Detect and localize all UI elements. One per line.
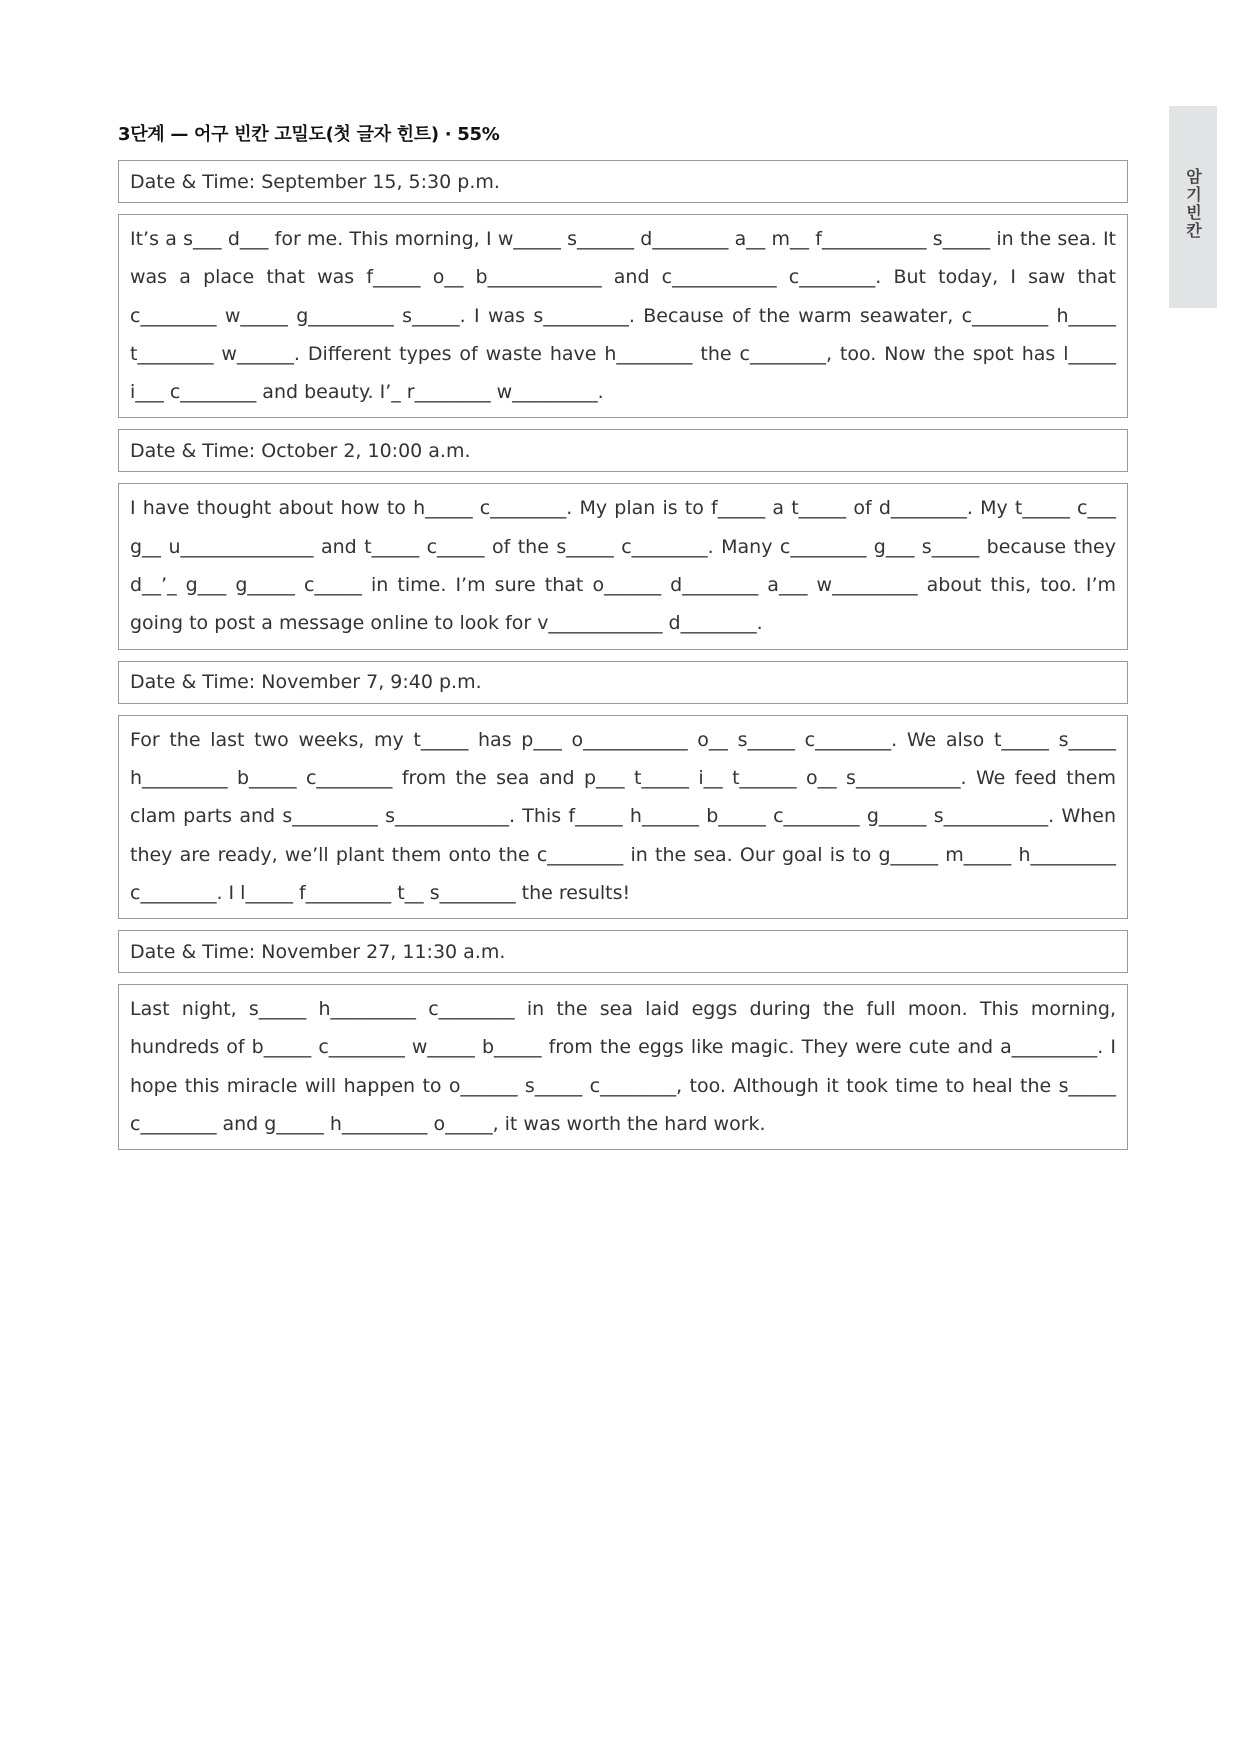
entry-date-2: Date & Time: October 2, 10:00 a.m. — [118, 429, 1128, 472]
entry-date-1: Date & Time: September 15, 5:30 p.m. — [118, 160, 1128, 203]
worksheet-heading: 3단계 — 어구 빈칸 고밀도(첫 글자 힌트) · 55% — [118, 124, 500, 145]
entry-text-4: Last night, s_____ h_________ c________ in the sea laid eggs during the full moon. This morning, hundreds of b_____ c________ w_____ b_____ from the eggs like magic. They were cute and a_________. I hope this miracle will happen to o______ s_____ c________, too. Although it took time to heal the s_____ c________ and g_____ h_________ o_____, it was worth the hard work. — [118, 984, 1128, 1150]
entry-text-2: I have thought about how to h_____ c________. My plan is to f_____ a t_____ of d________. My t_____ c___ g__ u______________ and t_____ c_____ of the s_____ c________. Many c________ g___ s_____ because they d__’_ g___ g_____ c_____ in time. I’m sure that o______ d________ a___ w_________ about this, too. I’m going to post a message online to look for v____________ d________. — [118, 483, 1128, 649]
diary-entries — [118, 160, 1128, 1150]
side-tab-label: 암기빈칸 — [1183, 168, 1203, 240]
side-tab — [1169, 106, 1217, 308]
entry-text-3: For the last two weeks, my t_____ has p___ o___________ o__ s_____ c________. We also t_____ s_____ h_________ b_____ c________ from the sea and p___ t_____ i__ t______ o__ s___________. We feed them clam parts and s_________ s____________. This f_____ h______ b_____ c________ g_____ s___________. When they are ready, we’ll plant them onto the c________ in the sea. Our goal is to g_____ m_____ h_________ c________. I l_____ f_________ t__ s________ the results! — [118, 715, 1128, 919]
entry-text-1: It’s a s___ d___ for me. This morning, I w_____ s______ d________ a__ m__ f___________ s_____ in the sea. It was a place that was f_____ o__ b____________ and c___________ c________. But today, I saw that c________ w_____ g_________ s_____. I was s_________. Because of the warm seawater, c________ h_____ t________ w______. Different types of waste have h________ the c________, too. Now the spot has l_____ i___ c________ and beauty. I’_ r________ w_________. — [118, 214, 1128, 418]
entry-date-3: Date & Time: November 7, 9:40 p.m. — [118, 661, 1128, 704]
entry-date-4: Date & Time: November 27, 11:30 a.m. — [118, 930, 1128, 973]
